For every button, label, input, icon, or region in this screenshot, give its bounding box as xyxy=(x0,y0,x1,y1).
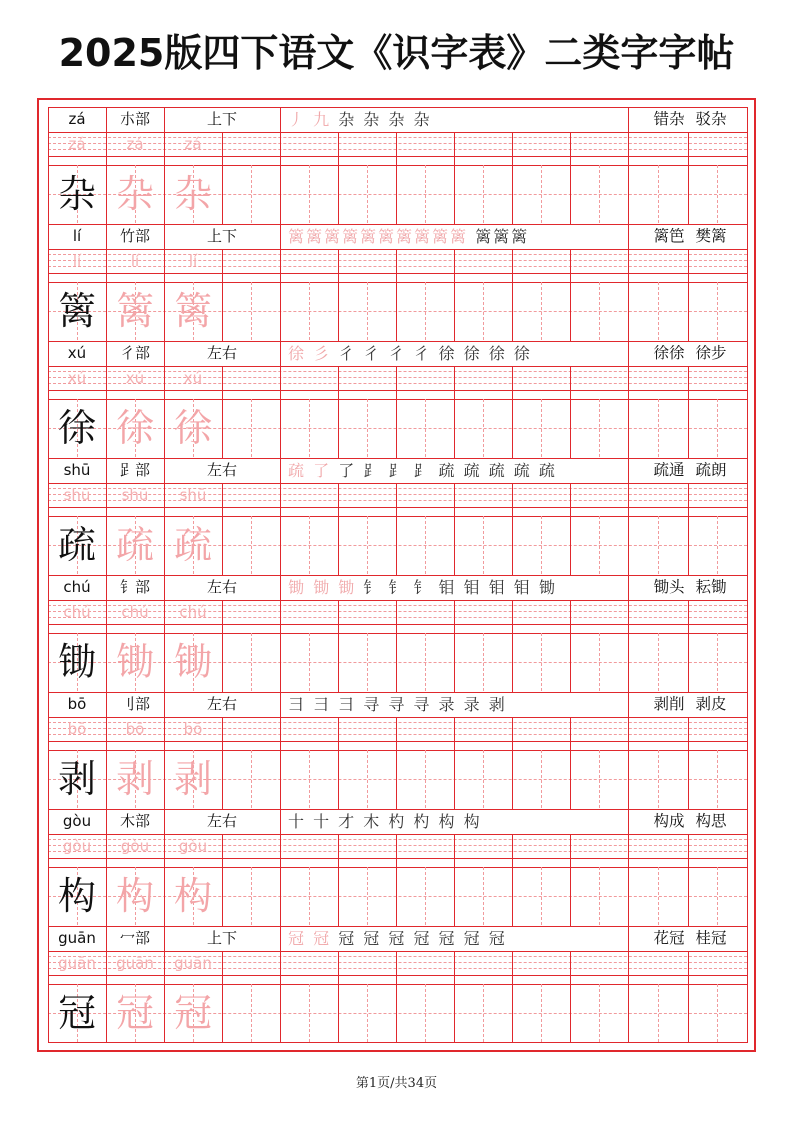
structure-label: 左右 xyxy=(206,695,237,713)
stroke-order-steps: 冠 冠 冠 冠 冠 冠 冠 xyxy=(338,929,507,948)
stroke-order-steps: 篱篱篱 xyxy=(475,227,530,246)
pinyin-trace: chú xyxy=(121,603,149,621)
trace-character: 杂 xyxy=(115,172,154,216)
pinyin-trace: zá xyxy=(126,135,144,153)
pinyin-trace: bō xyxy=(125,720,145,738)
practice-sheet xyxy=(37,98,756,1052)
character-block xyxy=(48,926,747,1043)
model-character: 篱 xyxy=(57,289,96,333)
example-words: 锄头 耘锄 xyxy=(653,578,727,596)
character-block xyxy=(48,458,747,575)
stroke-order-steps: 十 十 才 木 杓 杓 构 构 xyxy=(288,812,482,831)
example-words: 篱笆 樊篱 xyxy=(653,227,727,245)
stroke-order-steps: 钅 钅 钅 钼 钼 钼 钼 锄 xyxy=(363,578,557,597)
trace-character: 疏 xyxy=(173,523,212,567)
stroke-order-steps: 杂 杂 杂 杂 xyxy=(338,110,432,129)
pinyin-trace: bō xyxy=(183,720,203,738)
stroke-order xyxy=(288,926,633,951)
pinyin-label: guān xyxy=(58,929,96,947)
radical-label: 钅部 xyxy=(119,578,150,596)
pinyin-label: lí xyxy=(72,227,82,245)
stroke-order-trace: 冠 冠 xyxy=(288,929,339,948)
stroke-order xyxy=(288,107,633,132)
pinyin-label: gòu xyxy=(62,812,92,830)
example-words: 疏通 疏朗 xyxy=(653,461,727,479)
trace-character: 构 xyxy=(115,874,154,918)
stroke-order-trace: 徐 彡 xyxy=(288,344,339,363)
example-words: 花冠 桂冠 xyxy=(653,929,727,947)
stroke-order-trace: 篱篱篱篱篱篱篱篱篱篱 xyxy=(288,227,476,246)
example-words: 构成 构思 xyxy=(653,812,727,830)
pinyin-trace: xú xyxy=(67,369,87,387)
pinyin-trace: xú xyxy=(125,369,145,387)
trace-character: 剥 xyxy=(115,757,154,801)
trace-character: 剥 xyxy=(173,757,212,801)
pinyin-label: chú xyxy=(63,578,91,596)
structure-label: 左右 xyxy=(206,461,237,479)
character-block xyxy=(48,809,747,926)
pinyin-trace: chú xyxy=(63,603,91,621)
character-block xyxy=(48,341,747,458)
structure-label: 左右 xyxy=(206,812,237,830)
structure-label: 左右 xyxy=(206,578,237,596)
model-character: 冠 xyxy=(57,991,96,1035)
character-block xyxy=(48,224,747,341)
pinyin-trace: zá xyxy=(68,135,86,153)
pinyin-label: bō xyxy=(67,695,87,713)
model-character: 徐 xyxy=(57,406,96,450)
stroke-order-trace: 丿 九 xyxy=(288,110,339,129)
stroke-order-trace: 疏 了 xyxy=(288,461,339,480)
pinyin-label: shū xyxy=(63,461,91,479)
example-words: 错杂 驳杂 xyxy=(653,110,727,128)
trace-character: 徐 xyxy=(173,406,212,450)
pinyin-trace: zá xyxy=(184,135,202,153)
trace-character: 构 xyxy=(173,874,212,918)
character-block xyxy=(48,692,747,809)
structure-label: 左右 xyxy=(206,344,237,362)
structure-label: 上下 xyxy=(206,227,237,245)
pinyin-trace: lí xyxy=(130,252,140,270)
trace-character: 篱 xyxy=(173,289,212,333)
model-character: 锄 xyxy=(57,640,96,684)
stroke-order xyxy=(288,692,633,717)
trace-character: 锄 xyxy=(115,640,154,684)
pinyin-trace: gòu xyxy=(178,837,208,855)
radical-label: 刂部 xyxy=(119,695,150,713)
model-character: 剥 xyxy=(57,757,96,801)
radical-label: 𧾷部 xyxy=(119,461,150,479)
stroke-order xyxy=(288,458,633,483)
pinyin-trace: bō xyxy=(67,720,87,738)
trace-character: 锄 xyxy=(173,640,212,684)
radical-label: 彳部 xyxy=(119,344,150,362)
pinyin-trace: guān xyxy=(174,954,212,972)
trace-character: 疏 xyxy=(115,523,154,567)
pinyin-trace: xú xyxy=(183,369,203,387)
stroke-order xyxy=(288,224,633,249)
pinyin-trace: guān xyxy=(116,954,154,972)
example-words: 徐徐 徐步 xyxy=(653,344,727,362)
pinyin-label: xú xyxy=(67,344,87,362)
pinyin-label: zá xyxy=(68,110,86,128)
model-character: 构 xyxy=(57,874,96,918)
pinyin-trace: lí xyxy=(72,252,82,270)
radical-label: 朩部 xyxy=(119,110,150,128)
page-number: 第1页/共34页 xyxy=(355,1076,438,1091)
practice-grid xyxy=(48,107,747,1044)
pinyin-trace: gòu xyxy=(62,837,92,855)
trace-character: 徐 xyxy=(115,406,154,450)
stroke-order-steps: 彐 彐 彐 寻 寻 寻 录 录 剥 xyxy=(288,695,507,714)
pinyin-trace: guān xyxy=(58,954,96,972)
stroke-order-steps: 了 ⻊ ⻊ ⻊ 疏 疏 疏 疏 疏 xyxy=(338,461,557,480)
example-words: 剥削 剥皮 xyxy=(653,695,727,713)
trace-character: 篱 xyxy=(115,289,154,333)
stroke-order xyxy=(288,809,633,834)
character-block xyxy=(48,107,747,224)
pinyin-trace: chú xyxy=(179,603,207,621)
pinyin-trace: lí xyxy=(188,252,198,270)
pinyin-trace: gòu xyxy=(120,837,150,855)
radical-label: 竹部 xyxy=(119,227,150,245)
character-block xyxy=(48,575,747,692)
structure-label: 上下 xyxy=(206,110,237,128)
pinyin-trace: shū xyxy=(179,486,207,504)
structure-label: 上下 xyxy=(206,929,237,947)
stroke-order xyxy=(288,575,633,600)
radical-label: 冖部 xyxy=(119,929,150,947)
stroke-order-trace: 锄 锄 锄 xyxy=(288,578,364,597)
stroke-order xyxy=(288,341,633,366)
trace-character: 冠 xyxy=(115,991,154,1035)
page-title: 2025版四下语文《识字表》二类字字帖 xyxy=(58,31,735,75)
trace-character: 杂 xyxy=(173,172,212,216)
stroke-order-steps: 彳 彳 彳 彳 徐 徐 徐 徐 xyxy=(338,344,532,363)
radical-label: 木部 xyxy=(119,812,150,830)
model-character: 疏 xyxy=(57,523,96,567)
pinyin-trace: shū xyxy=(63,486,91,504)
trace-character: 冠 xyxy=(173,991,212,1035)
model-character: 杂 xyxy=(57,172,96,216)
pinyin-trace: shū xyxy=(121,486,149,504)
